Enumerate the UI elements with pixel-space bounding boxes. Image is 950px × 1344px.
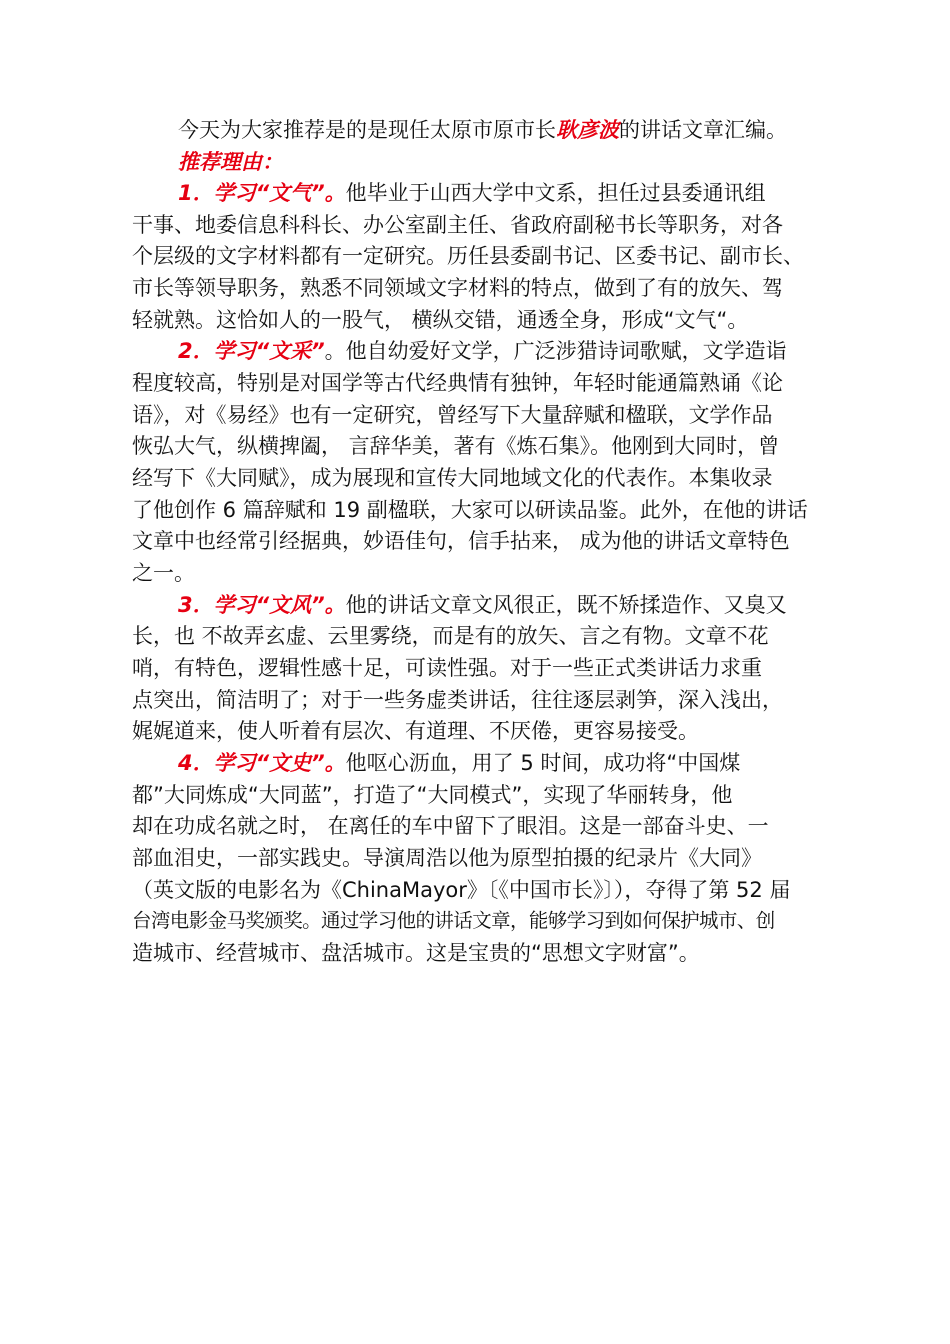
p4-line-3: 却在功成名就之时， 在离任的车中留下了眼泪。这是一部奋斗史、一 [132, 814, 769, 838]
p4-line-1 [178, 747, 832, 779]
p2-line-7: 文章中也经常引经据典，妙语佳句，信手拈来， 成为他的讲话文章特色 [132, 529, 790, 553]
p1-line-3: 个层级的文字材料都有一定研究。历任县委副书记、区委书记、副市长、 [132, 244, 804, 268]
intro-after-text: 的讲话文章汇编。 [619, 118, 787, 142]
p1-line-1 [178, 177, 832, 209]
p3-line-1 [178, 589, 832, 621]
p4-line-6: 台湾电影金马奖颁奖。通过学习他的讲话文章，能够学习到如何保护城市、创 [132, 909, 775, 932]
p1-line-5: 轻就熟。这恰如人的一股气， 横纵交错，通透全身，形成“文气“。 [132, 308, 749, 332]
p2-title: 2．学习“文采” [178, 339, 325, 363]
intro-line [178, 114, 832, 146]
reason-heading: 推荐理由： [178, 150, 283, 174]
p1-line-4: 市长等领导职务，熟悉不同领域文字材料的特点，做到了有的放矢、驾 [132, 276, 783, 300]
p3-line-3: 哨，有特色，逻辑性感十足，可读性强。对于一些正式类讲话力求重 [132, 656, 762, 680]
p1-line-2: 干事、地委信息科科长、办公室副主任、省政府副秘书长等职务，对各 [132, 213, 783, 237]
p3-line-5: 娓娓道来，使人听着有层次、有道理、不厌倦，更容易接受。 [132, 719, 699, 743]
reason-heading-line [178, 146, 832, 178]
p4-text-1: 他呕心沥血，用了 5 时间，成功将“中国煤 [345, 751, 741, 775]
p2-line-6: 了他创作 6 篇辞赋和 19 副楹联，大家可以研读品鉴。此外，在他的讲话 [132, 498, 808, 522]
p4-line-2: 都”大同炼成“大同蓝”，打造了“大同模式”，实现了华丽转身，他 [132, 783, 733, 807]
p2-text-1: 。他自幼爱好文学，广泛涉猎诗词歌赋，文学造诣 [324, 339, 787, 363]
p1-text-1: 他毕业于山西大学中文系，担任过县委通讯组 [345, 181, 766, 205]
p2-line-2: 程度较高，特别是对国学等古代经典情有独钟，年轻时能通篇熟诵《论 [132, 371, 783, 395]
p3-line-2: 长，也 不故弄玄虚、云里雾绕，而是有的放矢、言之有物。文章不花 [132, 624, 769, 648]
p4-title: 4．学习“文史”。 [178, 751, 346, 775]
p2-line-3: 语》，对《易经》也有一定研究，曾经写下大量辞赋和楹联，文学作品 [132, 403, 773, 427]
p4-line-4: 部血泪史，一部实践史。导演周浩以他为原型拍摄的纪录片《大同》 [132, 846, 762, 870]
p3-line-4: 点突出，简洁明了；对于一些务虚类讲话，往往逐层剥笋，深入浅出， [132, 688, 783, 712]
p2-line-1 [178, 335, 832, 367]
mayor-name: 耿彦波 [556, 118, 619, 142]
intro-before-text: 今天为大家推荐是的是现任太原市原市长 [178, 118, 556, 142]
p4-line-5: （英文版的电影名为《ChinaMayor》〔《中国市长》〕），夺得了第 52 届 [132, 878, 791, 902]
p2-line-8: 之一。 [132, 561, 195, 585]
p1-title: 1．学习“文气”。 [178, 181, 346, 205]
p3-text-1: 他的讲话文章文风很正，既不矫揉造作、又臭又 [345, 593, 787, 617]
p3-title: 3．学习“文风”。 [178, 593, 346, 617]
p2-line-5: 经写下《大同赋》，成为展现和宣传大同地域文化的代表作。本集收录 [132, 466, 773, 490]
p2-line-4: 恢弘大气，纵横捭阖， 言辞华美，著有《炼石集》。他刚到大同时，曾 [132, 434, 780, 458]
p4-line-7: 造城市、经营城市、盘活城市。这是宝贵的“思想文字财富”。 [132, 941, 700, 965]
